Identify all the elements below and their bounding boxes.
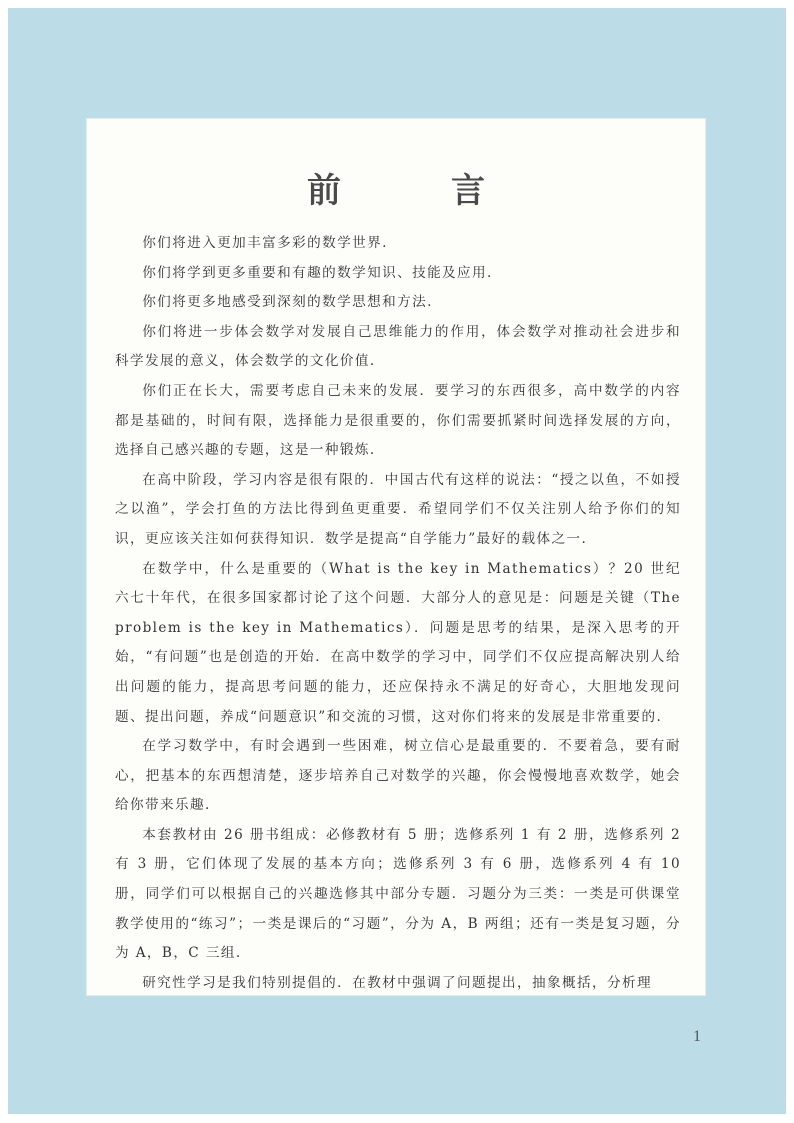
paragraph-5: 你们正在长大，需要考虑自己未来的发展．要学习的东西很多，高中数学的内容都是基础的，时间有限，选择能力是很重要的，你们需要抓紧时间选择发展的方向，选择自己感兴趣的专题，这是一种锻炼.	[115, 382, 681, 459]
paragraph-9: 本套教材由 26 册书组成：必修教材有 5 册；选修系列 1 有 2 册，选修系列 2 有 3 册，它们体现了发展的基本方向；选修系列 3 有 6 册，选修系列 4 有 10 册，同学们可以根据自己的兴趣选修其中部分专题．习题分为三类：一类是可供课堂教学使用的“练习”；一类是课后的“习题”，分为 A，B 两组；还有一类是复习题，分为 A，B，C 三组.	[115, 826, 681, 962]
paragraph-3: 你们将更多地感受到深刻的数学思想和方法.	[142, 294, 433, 311]
text-sheet	[86, 118, 706, 996]
preface-body	[115, 229, 681, 996]
paragraph-4: 你们将进一步体会数学对发展自己思维能力的作用，体会数学对推动社会进步和科学发展的意义，体会数学的文化价值.	[115, 323, 681, 370]
paragraph-1: 你们将进入更加丰富多彩的数学世界.	[142, 235, 388, 251]
paragraph-10: 研究性学习是我们特别提倡的．在教材中强调了问题提出，抽象概括，分析理	[142, 974, 652, 991]
paragraph-7: 在数学中，什么是重要的（What is the key in Mathematics）？20 世纪六七十年代，在很多国家都讨论了这个问题．大部分人的意见是：问题是关键（The problem is the key in Mathematics）．问题是思考的结果，是深入思考的开始，“有问题”也是创造的开始．在高中数学的学习中，同学们不仅应提高解决别人给出问题的能力，提高思考问题的能力，还应保持永不满足的好奇心，大胆地发现问题、提出问题，养成“问题意识”和交流的习惯，这对你们将来的发展是非常重要的.	[115, 560, 681, 725]
page-number: 1	[693, 1028, 701, 1045]
paragraph-8: 在学习数学中，有时会遇到一些困难，树立信心是最重要的．不要着急，要有耐心，把基本的东西想清楚，逐步培养自己对数学的兴趣，你会慢慢地喜欢数学，她会给你带来乐趣.	[115, 738, 681, 814]
paragraph-6: 在高中阶段，学习内容是很有限的．中国古代有这样的说法：“授之以鱼，不如授之以渔”，学会打鱼的方法比得到鱼更重要．希望同学们不仅关注别人给予你们的知识，更应该关注如何获得知识．数学是提高“自学能力”最好的载体之一.	[115, 471, 681, 547]
page-title: 前言	[307, 171, 595, 211]
paragraph-2: 你们将学到更多重要和有趣的数学知识、技能及应用.	[142, 264, 493, 281]
